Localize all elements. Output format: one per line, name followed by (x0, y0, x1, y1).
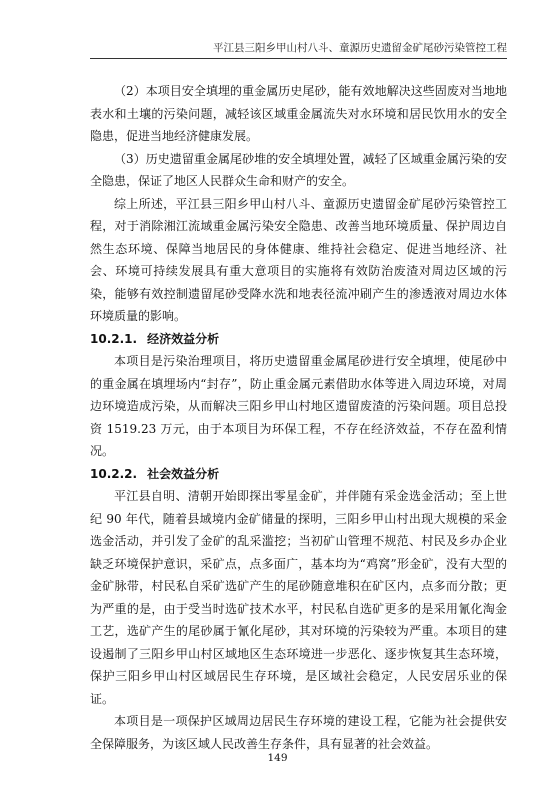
header-rule (90, 58, 507, 59)
running-header: 平江县三阳乡甲山村八斗、童源历史遗留金矿尾砂污染管控工程 (213, 42, 507, 54)
paragraph: 本项目是污染治理项目，将历史遗留重金属尾砂进行安全填埋，使尾砂中的重金属在填埋场内“封存”，防止重金属元素借助水体等进入周边环境，对周边环境造成污染，从而解决三阳乡甲山村地区遗留废渣的污染问题。项目总投资 1519.23 万元，由于本项目为环保工程，不存在经济效益，不存在盈利情况。 (90, 354, 507, 458)
paragraph: 本项目是一项保护区域周边居民生存环境的建设工程，它能为社会提供安全保障服务，为该区域人民改善生存条件，具有显著的社会效益。 (90, 714, 507, 751)
section-heading-social (90, 463, 507, 486)
body-text (90, 80, 507, 755)
section-number: 10.2.2. (90, 466, 138, 481)
section-title: 经济效益分析 (147, 331, 220, 346)
section-title: 社会效益分析 (147, 466, 220, 481)
paragraph: （3）历史遗留重金属尾砂堆的安全填埋处置，减轻了区域重金属污染的安全隐患，保证了地区人民群众生命和财产的安全。 (90, 151, 507, 188)
section-heading-economic (90, 328, 507, 351)
paragraph: （2）本项目安全填埋的重金属历史尾砂，能有效地解决这些固废对当地地表水和土壤的污染问题，减轻该区域重金属流失对水环境和居民饮用水的安全隐患，促进当地经济健康发展。 (90, 84, 507, 143)
page-number: 149 (267, 752, 288, 764)
section-number: 10.2.1. (90, 331, 138, 346)
paragraph: 综上所述，平江县三阳乡甲山村八斗、童源历史遗留金矿尾砂污染管控工程，对于消除湘江流域重金属污染安全隐患、改善当地环境质量、保护周边自然生态环境、保障当地居民的身体健康、维持社会稳定、促进当地经济、社会、环境可持续发展具有重大意项目的实施将有效防治废渣对周边区域的污染，能够有效控制遗留尾砂受降水洗和地表径流冲刷产生的渗透液对周边水体环境质量的影响。 (90, 196, 507, 323)
paragraph: 平江县自明、清朝开始即探出零星金矿，并伴随有采金选金活动；至上世纪 90 年代，随着县域境内金矿储量的探明，三阳乡甲山村出现大规模的采金选金活动，并引发了金矿的乱采滥挖；当初矿山管理不规范、村民及乡办企业缺乏环境保护意识，采矿点，点多面广，基本均为“鸡窝”形金矿，没有大型的金矿脉带，村民私自采矿选矿产生的尾砂随意堆积在矿区内，点多而分散；更为严重的是，由于受当时选矿技术水平，村民私自选矿更多的是采用氰化淘金工艺，选矿产生的尾砂属于氰化尾砂，其对环境的污染较为严重。本项目的建设遏制了三阳乡甲山村区域地区生态环境进一步恶化、逐步恢复其生态环境，保护三阳乡甲山村区域居民生存环境，是区域社会稳定，人民安居乐业的保证。 (90, 489, 507, 706)
